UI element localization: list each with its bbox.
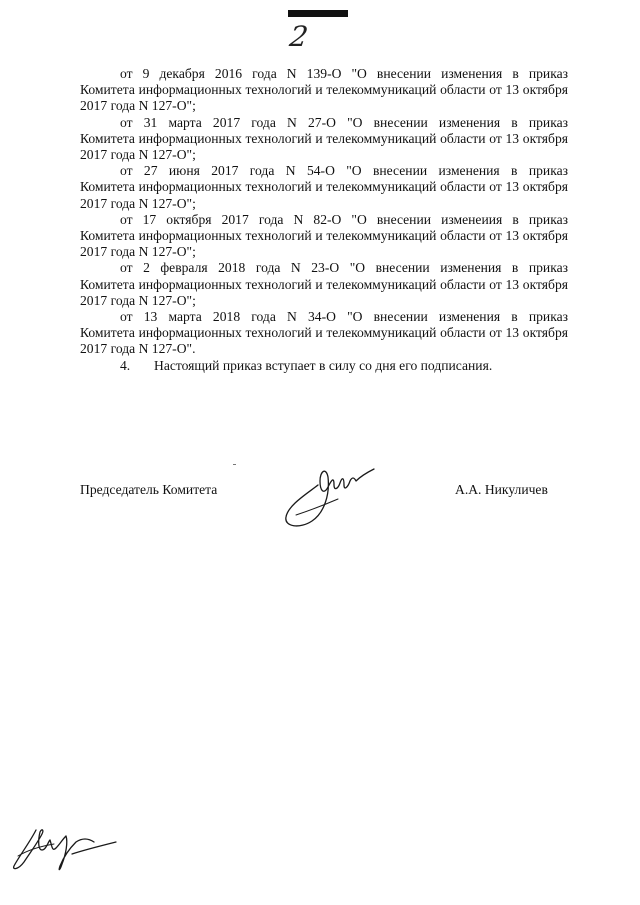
clause-4: [80, 358, 568, 374]
speck: [233, 464, 236, 465]
amendment-first-line: от 2 февраля 2018 года N 23-О "О внесении изменения в приказ: [120, 260, 568, 276]
handwritten-initials: [8, 820, 120, 875]
amendment-item: [80, 115, 568, 164]
document-body: [80, 66, 568, 374]
amendment-continuation: Комитета информационных технологий и телекоммуникаций области от 13 октября 2017 года N 127-О";: [80, 82, 568, 114]
page-number: 2: [287, 20, 311, 53]
signatory-title: Председатель Комитета: [80, 482, 218, 497]
amendment-continuation: Комитета информационных технологий и телекоммуникаций области от 13 октября 2017 года N 127-О";: [80, 179, 568, 211]
amendment-first-line: от 27 июня 2017 года N 54-О "О внесении изменения в приказ: [120, 163, 568, 179]
amendment-first-line: от 13 марта 2018 года N 34-О "О внесении изменения в приказ: [120, 309, 568, 325]
amendment-first-line: от 31 марта 2017 года N 27-О "О внесении изменения в приказ: [120, 114, 568, 130]
amendment-first-line: от 9 декабря 2016 года N 139-О "О внесении изменения в приказ: [120, 66, 568, 81]
amendment-item: [80, 260, 568, 309]
amendment-item: [80, 66, 568, 115]
redaction-bar: [288, 10, 348, 17]
amendment-continuation: Комитета информационных технологий и телекоммуникаций области от 13 октября 2017 года N 127-О";: [80, 130, 568, 163]
amendment-continuation: Комитета информационных технологий и телекоммуникаций области от 13 октября 2017 года N 127-О";: [80, 276, 568, 308]
clause-text: Настоящий приказ вступает в силу со дня его подписания.: [154, 357, 493, 373]
amendment-continuation: Комитета информационных технологий и телекоммуникаций области от 13 октября 2017 года N 127-О".: [80, 325, 568, 357]
amendment-item: [80, 212, 568, 261]
clause-number: 4.: [120, 357, 131, 373]
handwritten-signature: [278, 455, 378, 535]
amendment-item: [80, 309, 568, 358]
amendment-first-line: от 17 октября 2017 года N 82-О "О внесении изменеиия в приказ: [120, 211, 568, 227]
amendment-item: [80, 163, 568, 212]
signatory-name: А.А. Никуличев: [455, 482, 548, 497]
amendment-continuation: Комитета информационных технологий и телекоммуникаций области от 13 октября 2017 года N 127-О";: [80, 228, 568, 260]
